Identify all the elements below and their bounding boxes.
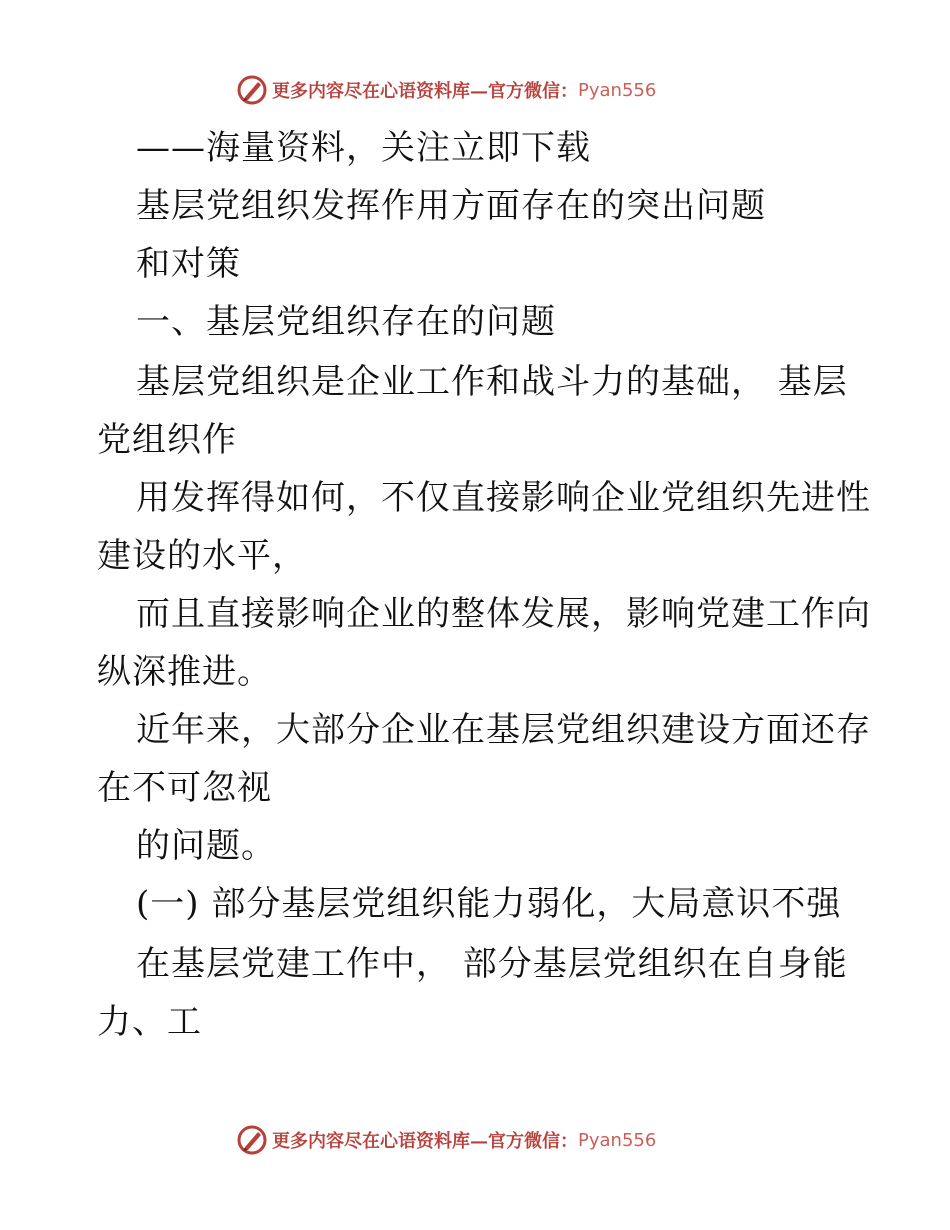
paragraph-line: 在基层党建工作中， 部分基层党组织在自身能	[136, 944, 848, 984]
header-watermark	[236, 74, 656, 106]
watermark-wechat-id: Pyan556	[578, 79, 657, 101]
watermark-text: 更多内容尽在心语资料库—官方微信：	[272, 1131, 578, 1152]
paragraph-line: 而且直接影响企业的整体发展，影响党建工作向	[136, 594, 871, 634]
document-title-cont: 和对策	[136, 244, 241, 284]
paragraph-line: 用发挥得如何，不仅直接影响企业党组织先进性	[136, 478, 871, 518]
paragraph-line: 基层党组织是企业工作和战斗力的基础， 基层	[136, 362, 848, 402]
pen-circle-icon	[236, 1124, 268, 1156]
paragraph-line: 纵深推进。	[97, 652, 272, 692]
paragraph-line: 近年来，大部分企业在基层党组织建设方面还存	[136, 710, 871, 750]
footer-watermark	[236, 1124, 656, 1156]
section-heading: 一、基层党组织存在的问题	[136, 302, 556, 342]
watermark-wechat-id: Pyan556	[578, 1129, 657, 1151]
paragraph-line: 力、工	[97, 1002, 202, 1042]
document-title: 基层党组织发挥作用方面存在的突出问题	[136, 186, 766, 226]
paragraph-line: 在不可忽视	[97, 768, 272, 808]
paragraph-line: 党组织作	[97, 420, 237, 460]
paragraph-line: 的问题。	[136, 826, 276, 866]
subsection-heading: (一) 部分基层党组织能力弱化，大局意识不强	[136, 884, 842, 924]
watermark-text: 更多内容尽在心语资料库—官方微信：	[272, 81, 578, 102]
pen-circle-icon	[236, 74, 268, 106]
subtitle-line: ——海量资料，关注立即下载	[136, 128, 591, 168]
paragraph-line: 建设的水平，	[97, 536, 307, 576]
